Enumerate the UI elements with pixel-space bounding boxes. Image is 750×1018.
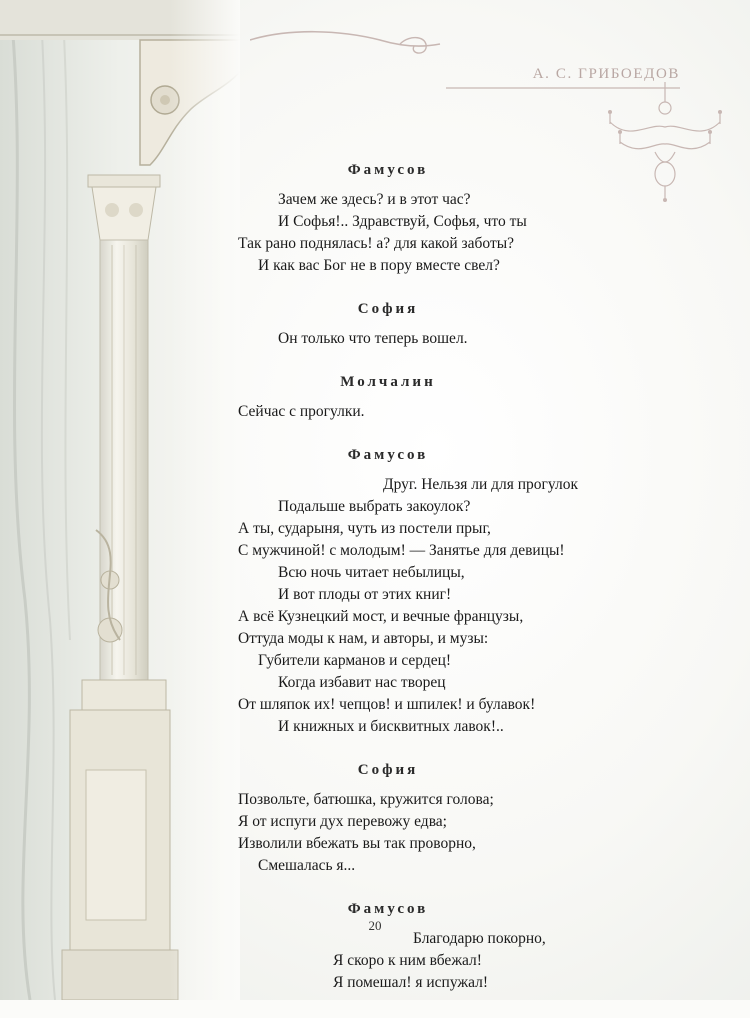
speaker-name: Фамусов	[347, 162, 429, 178]
dialogue-section	[238, 162, 638, 277]
verse-line: Смешалась я...	[258, 857, 356, 874]
verse-line: Друг. Нельзя ли для прогулок	[383, 476, 578, 493]
verse-line: А всё Кузнецкий мост, и вечные французы,	[238, 608, 524, 625]
author-header: А. С. ГРИБОЕДОВ	[532, 66, 680, 82]
verse-line: Всю ночь читает небылицы,	[278, 564, 465, 581]
speaker-name: Фамусов	[347, 901, 429, 917]
verse-line: И как вас Бог не в пору вместе свел?	[258, 257, 500, 274]
page-number: 20	[368, 918, 382, 933]
dialogue-section	[238, 901, 638, 994]
verse-line: Я помешал! я испужал!	[333, 974, 489, 991]
speaker-name: София	[357, 762, 419, 778]
verse-line: А ты, сударыня, чуть из постели прыг,	[238, 520, 491, 537]
verse-line: Изволили вбежать вы так проворно,	[238, 835, 476, 852]
column-curtain-illustration	[0, 0, 240, 1000]
verse-line: Позвольте, батюшка, кружится голова;	[238, 791, 494, 808]
verse-line: Губители карманов и сердец!	[258, 652, 452, 669]
verse-line: С мужчиной! с молодым! — Занятье для девицы!	[238, 542, 565, 559]
play-text	[238, 162, 638, 1018]
verse-line: Оттуда моды к нам, и авторы, и музы:	[238, 630, 489, 647]
dialogue-section	[238, 447, 638, 738]
verse-line: И книжных и бисквитных лавок!..	[278, 718, 504, 735]
verse-line: Подальше выбрать закоулок?	[278, 498, 471, 515]
dialogue-section	[238, 374, 638, 423]
speaker-name: Молчалин	[340, 374, 436, 390]
dialogue-section	[238, 301, 638, 350]
verse-line: Я от испуги дух перевожу едва;	[238, 813, 447, 830]
verse-line: Я скоро к ним вбежал!	[333, 952, 482, 969]
verse-line: И вот плоды от этих книг!	[278, 586, 452, 603]
verse-line: Так рано поднялась! а? для какой заботы?	[238, 235, 515, 252]
verse-line: Благодарю покорно,	[413, 930, 546, 947]
dialogue-section	[238, 762, 638, 877]
speaker-name: София	[357, 301, 419, 317]
verse-line: Зачем же здесь? и в этот час?	[278, 191, 471, 208]
verse-line: Сейчас с прогулки.	[238, 403, 365, 420]
verse-line: Он только что теперь вошел.	[278, 330, 468, 347]
speaker-name: Фамусов	[347, 447, 429, 463]
verse-line: От шляпок их! чепцов! и шпилек! и булавок!	[238, 696, 536, 713]
verse-line: И Софья!.. Здравствуй, Софья, что ты	[278, 213, 527, 230]
verse-line: Когда избавит нас творец	[278, 674, 446, 691]
